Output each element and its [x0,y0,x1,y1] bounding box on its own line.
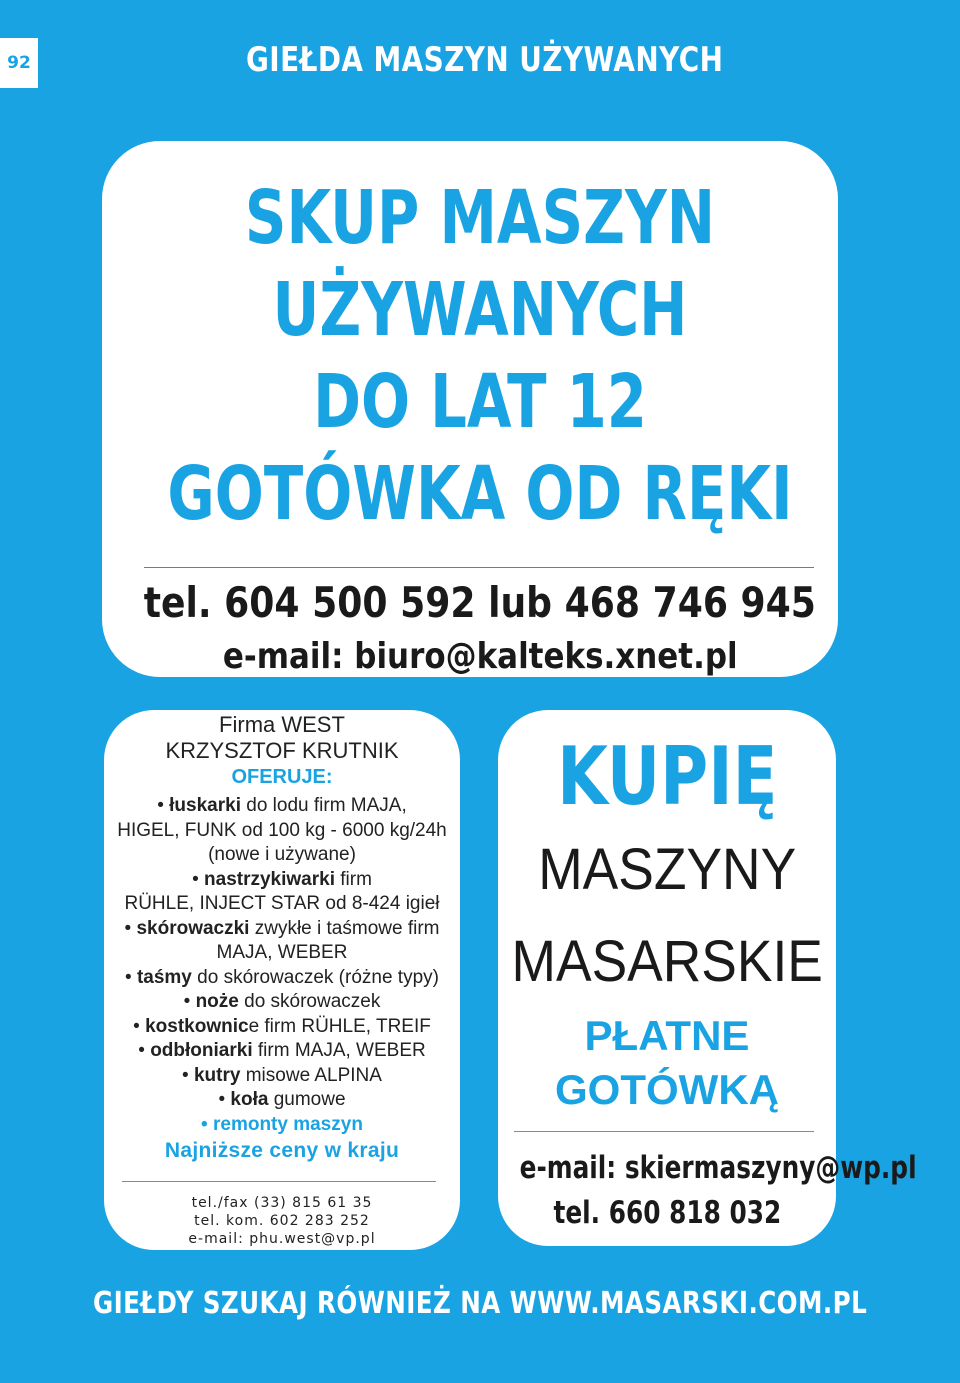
offer-item-text: gumowe [268,1089,346,1110]
offer-item-text: do lodu firm MAJA, [240,795,407,816]
contact-mobile: tel. kom. 602 283 252 [194,1213,370,1229]
footer-text [0,1286,960,1321]
left-ad-content [104,712,460,1164]
top-ad-email [0,636,960,677]
offer-item-bold: skórowaczki [136,917,250,939]
offer-item-cont: (nowe i używane) [208,844,356,865]
offer-item-text: firm [334,868,372,890]
right-ad-phone [470,1195,864,1231]
offer-item-cont: RÜHLE, INJECT STAR od 8-424 igieł [124,893,440,914]
offer-item [104,917,460,942]
offer-item-bold: kostkownic [145,1015,249,1037]
offer-item-bold: taśmy [136,966,192,988]
firm-owner: KRZYSZTOF KRUTNIK [165,738,399,763]
offer-item [104,1015,460,1040]
divider [514,1131,814,1132]
footer-text-span: GIEŁDY SZUKAJ RÓWNIEŻ NA WWW.MASARSKI.COM.PL [92,1286,868,1321]
offer-item-bold: noże [195,991,239,1012]
offer-item-cont: HIGEL, FUNK od 100 kg - 6000 kg/24h [117,819,447,841]
offer-item [104,794,460,819]
top-ad-phone-text: tel. 604 500 592 lub 468 746 945 [143,578,817,627]
page-number: 92 [0,38,38,88]
offer-item-bold: łuskarki [169,795,241,816]
page-title: GIEŁDA MASZYN UŻYWANYCH [246,40,724,80]
top-ad-headline [0,172,960,540]
right-ad-paid2: GOTÓWKĄ [555,1066,779,1113]
divider [122,1181,436,1182]
offer-item [104,966,460,991]
offer-item-text: zwykłe i taśmowe firm [249,917,440,939]
offer-label: OFERUJE: [231,766,333,788]
right-ad-email-text: e-mail: skiermaszyny@wp.pl [519,1150,917,1186]
lowest-prices: Najniższe ceny w kraju [164,1139,400,1162]
offer-item [104,868,460,893]
headline-line: SKUP MASZYN [244,175,716,261]
headline-line: DO LAT 12 [313,359,647,445]
divider [144,567,814,568]
offer-item-bold: koła [230,1089,269,1110]
offer-item-bold: nastrzykiwarki [204,868,335,890]
firm-name: Firma WEST [219,712,345,737]
offer-item-cont: MAJA, WEBER [216,942,348,963]
left-ad-contact [104,1194,460,1248]
contact-email: e-mail: phu.west@vp.pl [188,1231,376,1247]
repairs-item: • remonty maszyn [104,1113,460,1138]
right-ad-line1-text: MASZYNY [538,837,796,902]
offer-item-text: do skórowaczek (różne typy) [191,966,439,988]
right-ad-email [470,1150,917,1186]
contact-fax: tel./fax (33) 815 61 35 [191,1195,373,1211]
right-ad-line1 [498,836,836,903]
right-ad-line2 [498,928,836,995]
right-ad-phone-text: tel. 660 818 032 [553,1195,781,1231]
offer-item [104,990,460,1015]
offer-item [104,1088,460,1113]
offer-item-text: misowe ALPINA [240,1064,382,1086]
offer-item-text: firm MAJA, WEBER [252,1040,426,1061]
offer-item-text: do skórowaczek [238,991,381,1012]
right-ad-title-text: KUPIĘ [556,730,778,823]
offer-item [104,1039,460,1064]
offer-item-bold: odbłoniarki [150,1040,253,1061]
right-ad-line2-text: MASARSKIE [511,929,823,994]
offer-item-bold: kutry [193,1064,241,1086]
offer-item [104,1064,460,1089]
top-ad-email-text: e-mail: biuro@kalteks.xnet.pl [222,636,738,677]
headline-line: UŻYWANYCH [272,267,688,353]
offer-item-text: e firm RÜHLE, TREIF [248,1015,431,1037]
top-ad-phone [0,578,960,627]
right-ad-title [498,730,836,823]
right-ad-paid1: PŁATNE [584,1012,750,1059]
headline-line: GOTÓWKA OD RĘKI [167,451,793,537]
